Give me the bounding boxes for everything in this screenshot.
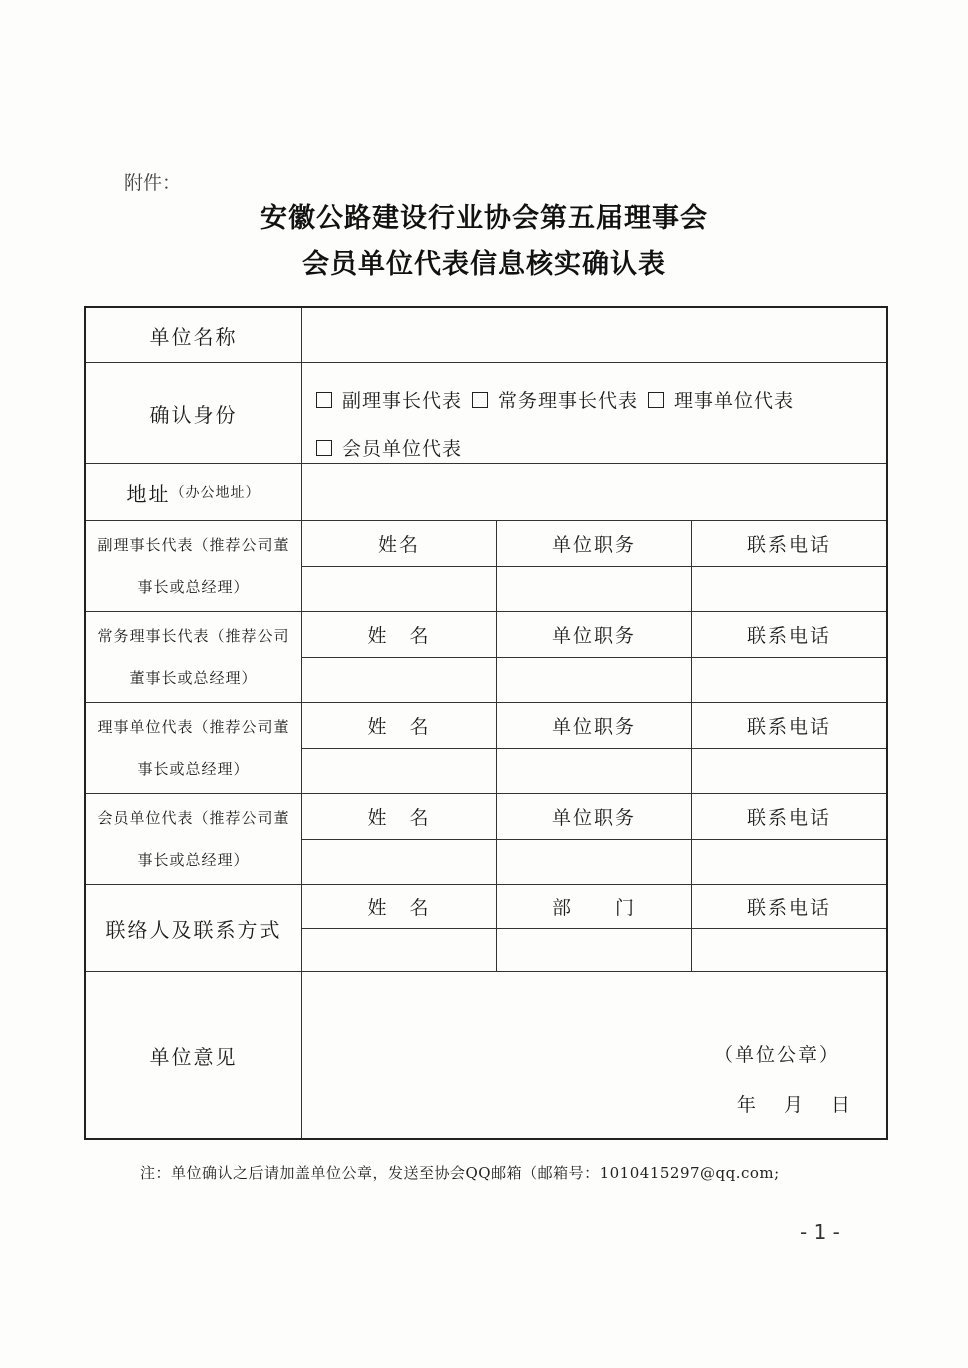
name-field[interactable] bbox=[302, 749, 496, 794]
rep-section bbox=[86, 702, 886, 793]
phone-field[interactable] bbox=[691, 840, 886, 885]
name-field[interactable] bbox=[302, 840, 496, 885]
checkbox-icon[interactable] bbox=[316, 392, 332, 408]
date-label: 年 月 日 bbox=[736, 1094, 850, 1116]
identity-row bbox=[86, 362, 886, 463]
rep-input-row bbox=[302, 839, 886, 885]
opinion-field[interactable] bbox=[302, 972, 886, 1138]
document-title: 安徽公路建设行业协会第五届理事会 bbox=[260, 203, 708, 234]
unit-name-row bbox=[86, 308, 886, 362]
rep-input-row bbox=[302, 566, 886, 612]
contact-header-row bbox=[302, 885, 886, 928]
footnote: 注：单位确认之后请加盖单位公章，发送至协会QQ邮箱（邮箱号：1010415297@qq.com; bbox=[140, 1164, 780, 1182]
contact-section bbox=[86, 884, 886, 971]
identity-options bbox=[302, 363, 886, 463]
opinion-label: 单位意见 bbox=[86, 972, 302, 1138]
phone-field[interactable] bbox=[691, 567, 886, 612]
rep-grid bbox=[302, 612, 886, 702]
contact-phone-header: 联系电话 bbox=[691, 885, 886, 928]
rep-section-label: 理事单位代表（推荐公司董事长或总经理） bbox=[86, 703, 302, 793]
identity-option[interactable]: 常务理事长代表 bbox=[472, 390, 638, 412]
contact-phone-field[interactable] bbox=[691, 929, 886, 972]
title-field[interactable] bbox=[496, 840, 691, 885]
contact-dept-field[interactable] bbox=[496, 929, 691, 972]
contact-input-row bbox=[302, 928, 886, 972]
rep-section bbox=[86, 611, 886, 702]
address-note: （办公地址） bbox=[170, 485, 261, 501]
stamp-label: （单位公章） bbox=[713, 1044, 840, 1066]
name-header: 姓 名 bbox=[367, 715, 431, 738]
phone-field[interactable] bbox=[691, 658, 886, 703]
contact-label: 联络人及联系方式 bbox=[86, 885, 302, 971]
identity-option[interactable]: 会员单位代表 bbox=[316, 438, 462, 460]
phone-field[interactable] bbox=[691, 749, 886, 794]
title-header: 单位职务 bbox=[496, 794, 691, 839]
address-row bbox=[86, 463, 886, 520]
page-number: - 1 - bbox=[800, 1220, 840, 1244]
title-field[interactable] bbox=[496, 749, 691, 794]
unit-name-label: 单位名称 bbox=[86, 308, 302, 362]
attachment-label: 附件： bbox=[124, 172, 182, 194]
address-field[interactable] bbox=[302, 464, 886, 520]
rep-section-label: 副理事长代表（推荐公司董事长或总经理） bbox=[86, 521, 302, 611]
name-field[interactable] bbox=[302, 567, 496, 612]
contact-name-field[interactable] bbox=[302, 929, 496, 972]
document-subtitle: 会员单位代表信息核实确认表 bbox=[302, 249, 666, 280]
phone-header: 联系电话 bbox=[691, 703, 886, 748]
identity-option[interactable]: 副理事长代表 bbox=[316, 390, 462, 412]
checkbox-icon[interactable] bbox=[472, 392, 488, 408]
rep-header-row bbox=[302, 794, 886, 839]
checkbox-icon[interactable] bbox=[648, 392, 664, 408]
checkbox-icon[interactable] bbox=[316, 440, 332, 456]
rep-grid bbox=[302, 794, 886, 884]
title-header: 单位职务 bbox=[496, 521, 691, 566]
phone-header: 联系电话 bbox=[691, 794, 886, 839]
rep-section-label: 会员单位代表（推荐公司董事长或总经理） bbox=[86, 794, 302, 884]
opinion-row bbox=[86, 971, 886, 1138]
phone-header: 联系电话 bbox=[691, 612, 886, 657]
rep-header-row bbox=[302, 521, 886, 566]
rep-header-row bbox=[302, 703, 886, 748]
identity-option[interactable]: 理事单位代表 bbox=[648, 390, 794, 412]
phone-header: 联系电话 bbox=[691, 521, 886, 566]
contact-dept-header: 部 门 bbox=[496, 885, 691, 928]
rep-section bbox=[86, 520, 886, 611]
title-field[interactable] bbox=[496, 658, 691, 703]
rep-section bbox=[86, 793, 886, 884]
rep-grid bbox=[302, 703, 886, 793]
title-header: 单位职务 bbox=[496, 703, 691, 748]
contact-grid bbox=[302, 885, 886, 971]
rep-input-row bbox=[302, 657, 886, 703]
rep-grid bbox=[302, 521, 886, 611]
address-label: 地址 （办公地址） bbox=[86, 464, 302, 520]
name-header: 姓 名 bbox=[367, 624, 431, 647]
identity-label: 确认身份 bbox=[86, 363, 302, 463]
rep-input-row bbox=[302, 748, 886, 794]
confirmation-form bbox=[84, 306, 888, 1140]
title-field[interactable] bbox=[496, 567, 691, 612]
name-header: 姓 名 bbox=[367, 806, 431, 829]
name-field[interactable] bbox=[302, 658, 496, 703]
unit-name-field[interactable] bbox=[302, 308, 886, 362]
name-header: 姓名 bbox=[377, 533, 420, 556]
contact-name-header: 姓 名 bbox=[367, 896, 431, 919]
rep-header-row bbox=[302, 612, 886, 657]
rep-section-label: 常务理事长代表（推荐公司董事长或总经理） bbox=[86, 612, 302, 702]
title-header: 单位职务 bbox=[496, 612, 691, 657]
